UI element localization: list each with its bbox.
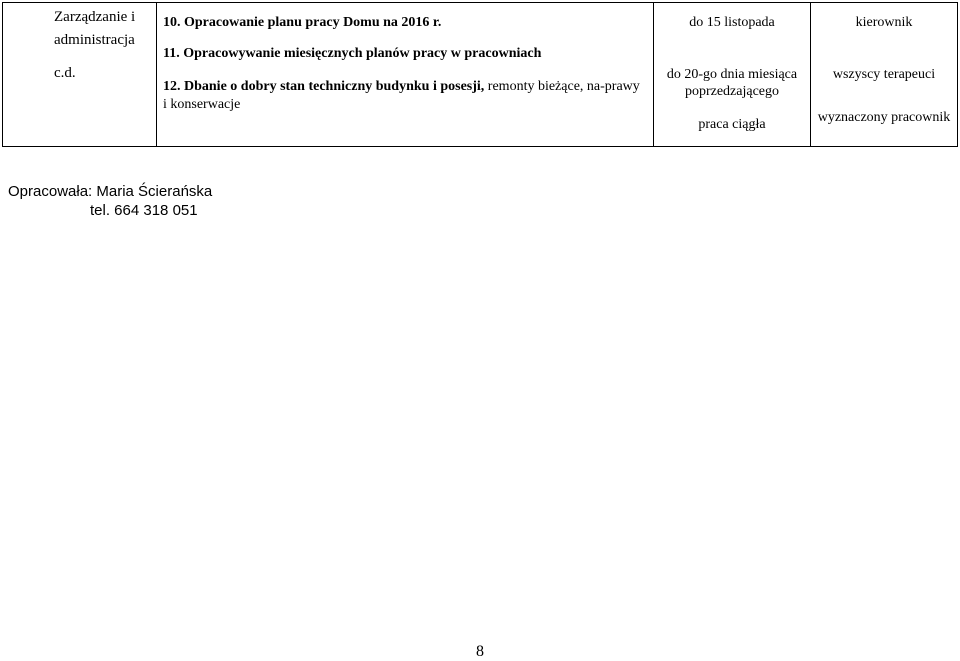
area-continuation: c.d. [54,65,76,81]
task-item [163,78,647,114]
table-row [3,3,958,147]
task-text-bold: Dbanie o dobry stan techniczny budynku i posesji, [184,79,485,94]
term-text: do 15 listopada [689,15,775,30]
phone-line: tel. 664 318 051 [90,202,198,219]
task-number: 12. [163,79,181,94]
term-text: praca ciągła [698,117,766,132]
responsible-text: wyznaczony pracownik [817,110,951,125]
task-item [163,45,647,63]
task-number: 11. [163,46,180,61]
area-cell [3,3,157,147]
responsible-cell [811,3,958,147]
author-line: Opracowała: Maria Ścierańska [8,183,213,200]
task-number: 10. [163,15,181,30]
task-cell [157,3,654,147]
term-cell [654,3,811,147]
task-text-bold: Opracowanie planu pracy Domu na 2016 r. [184,15,442,30]
work-plan-table [2,2,958,147]
task-text: remonty bieżące, na-prawy i konserwacje [163,79,640,112]
area-label: Zarządzanie i administracja [54,9,136,48]
task-item [163,14,647,32]
term-text: do 20-go dnia miesiąca poprzedzającego [666,67,798,99]
responsible-text: wszyscy terapeuci [832,67,936,82]
task-text-bold: Opracowywanie miesięcznych planów pracy w pracowniach [183,46,542,61]
responsible-text: kierownik [855,15,913,30]
page-number: 8 [476,643,484,660]
